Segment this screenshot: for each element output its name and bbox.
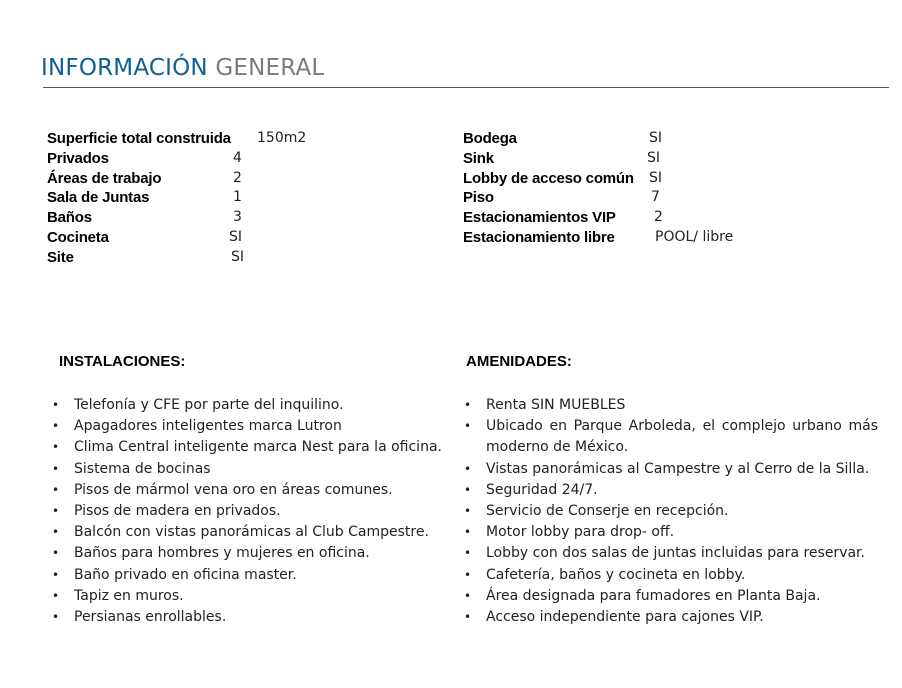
spec-label: Sala de Juntas (47, 189, 150, 207)
list-item-text: Acceso independiente para cajones VIP. (486, 609, 764, 626)
spec-value: 2 (654, 209, 663, 226)
list-item-text: Pisos de mármol vena oro en áreas comunes. (74, 481, 393, 498)
spec-label: Privados (47, 149, 109, 167)
list-item (52, 565, 462, 586)
list-item-text: Balcón con vistas panorámicas al Club Campestre. (74, 524, 429, 541)
title-divider (43, 87, 889, 88)
spec-row (47, 169, 347, 189)
bullet-icon: • (52, 440, 60, 455)
list-item (52, 395, 462, 416)
list-item-text: Vistas panorámicas al Campestre y al Cerro de la Silla. (486, 460, 870, 477)
spec-row (47, 149, 347, 169)
list-item (52, 459, 462, 480)
bullet-icon: • (464, 398, 472, 412)
list-item-text: Telefonía y CFE por parte del inquilino. (74, 397, 344, 413)
bullet-icon: • (464, 588, 472, 603)
bullet-icon: • (52, 567, 60, 582)
bullet-icon: • (52, 610, 60, 625)
list-item-text: Servicio de Conserje en recepción. (486, 503, 729, 520)
spec-value: SI (229, 228, 243, 245)
bullet-icon: • (464, 461, 472, 476)
spec-label: Bodega (463, 130, 517, 147)
spec-row (463, 188, 793, 208)
spec-label: Áreas de trabajo (47, 169, 162, 187)
spec-value: POOL/ libre (655, 228, 734, 245)
spec-row (463, 149, 793, 169)
spec-value: 4 (233, 149, 242, 166)
list-item (464, 395, 878, 416)
bullet-icon: • (464, 525, 472, 540)
list-item (52, 607, 462, 628)
list-item (464, 501, 878, 522)
spec-value: 150m2 (257, 130, 307, 146)
amenidades-heading: AMENIDADES: (466, 353, 572, 370)
bullet-icon: • (464, 504, 472, 519)
list-item (464, 522, 878, 543)
list-item-text: Motor lobby para drop- off. (486, 524, 675, 541)
list-item (464, 416, 878, 458)
list-item (52, 543, 462, 564)
bullet-icon: • (52, 419, 60, 434)
spec-label: Site (47, 248, 74, 266)
bullet-icon: • (52, 525, 60, 540)
spec-value: SI (649, 169, 663, 186)
list-item-text: Área designada para fumadores en Planta Baja. (486, 587, 821, 604)
list-item (464, 607, 878, 628)
title-light: GENERAL (215, 55, 325, 81)
spec-label: Sink (463, 149, 494, 167)
spec-value: 7 (651, 189, 660, 206)
spec-value: SI (647, 149, 661, 166)
list-item-text: Lobby con dos salas de juntas incluidas para reservar. (486, 545, 865, 562)
list-item (52, 586, 462, 607)
spec-label: Estacionamiento libre (463, 228, 615, 246)
specs-right-table (463, 129, 793, 248)
list-item (464, 586, 878, 607)
list-item-text: Tapiz en muros. (74, 587, 184, 604)
spec-value: SI (231, 248, 245, 265)
spec-label: Superficie total construida (47, 130, 231, 147)
list-item-text: Persianas enrollables. (74, 609, 227, 626)
list-item-text: Cafetería, baños y cocineta en lobby. (486, 566, 746, 583)
spec-row (47, 188, 347, 208)
spec-row (463, 169, 793, 189)
instalaciones-list (52, 395, 462, 628)
instalaciones-heading: INSTALACIONES: (59, 353, 186, 370)
list-item-text: Ubicado en Parque Arboleda, el complejo urbano más moderno de México. (486, 418, 878, 456)
list-item (52, 522, 462, 543)
spec-value: 3 (233, 209, 242, 226)
bullet-icon: • (52, 504, 60, 519)
list-item-text: Pisos de madera en privados. (74, 503, 281, 520)
spec-row (47, 248, 347, 268)
spec-label: Estacionamientos VIP (463, 209, 616, 227)
spec-label: Lobby de acceso común (463, 169, 634, 187)
bullet-icon: • (464, 546, 472, 561)
page-title (41, 53, 324, 83)
list-item-text: Sistema de bocinas (74, 460, 211, 477)
spec-value: 1 (233, 189, 242, 206)
spec-row (463, 129, 793, 149)
bullet-icon: • (52, 461, 60, 476)
list-item-text: Seguridad 24/7. (486, 481, 598, 498)
list-item (52, 416, 462, 437)
amenidades-list (464, 395, 878, 628)
title-strong: INFORMACIÓN (41, 55, 208, 81)
list-item (52, 501, 462, 522)
list-item (464, 565, 878, 586)
list-item-text: Apagadores inteligentes marca Lutron (74, 418, 342, 435)
spec-label: Cocineta (47, 228, 109, 246)
spec-row (463, 228, 793, 248)
spec-label: Baños (47, 209, 92, 227)
spec-value: 2 (233, 169, 242, 186)
list-item-text: Clima Central inteligente marca Nest para la oficina. (74, 439, 442, 456)
bullet-icon: • (464, 482, 472, 497)
spec-label: Piso (463, 189, 494, 207)
list-item (52, 437, 462, 458)
spec-row (47, 129, 347, 149)
list-item-text: Baño privado en oficina master. (74, 566, 297, 583)
bullet-icon: • (52, 546, 60, 561)
list-item (464, 543, 878, 564)
list-item-text: Renta SIN MUEBLES (486, 397, 626, 413)
bullet-icon: • (52, 588, 60, 603)
bullet-icon: • (464, 610, 472, 625)
list-item (464, 459, 878, 480)
spec-row (463, 208, 793, 228)
bullet-icon: • (464, 567, 472, 582)
spec-value: SI (649, 130, 663, 146)
spec-row (47, 228, 347, 248)
bullet-icon: • (52, 398, 60, 412)
list-item (52, 480, 462, 501)
list-item-text: Baños para hombres y mujeres en oficina. (74, 545, 370, 562)
specs-left-table (47, 129, 347, 268)
bullet-icon: • (52, 482, 60, 497)
list-item (464, 480, 878, 501)
spec-row (47, 208, 347, 228)
bullet-icon: • (464, 419, 472, 434)
